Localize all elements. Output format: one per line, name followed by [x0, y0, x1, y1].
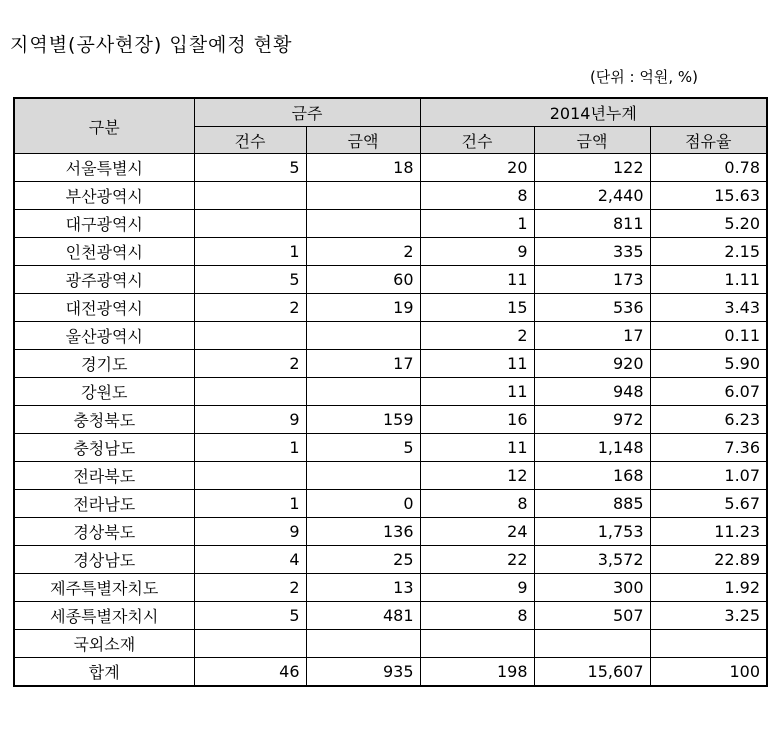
table-body	[14, 154, 767, 687]
cell-cum-count: 24	[420, 518, 534, 546]
cell-share: 1.07	[650, 462, 767, 490]
cell-week-count: 1	[194, 238, 306, 266]
table-row	[14, 378, 767, 406]
cell-week-count: 2	[194, 350, 306, 378]
cell-region: 인천광역시	[14, 238, 194, 266]
cell-share: 6.23	[650, 406, 767, 434]
header-category: 구분	[14, 98, 194, 154]
cell-week-count	[194, 630, 306, 658]
cell-week-count: 5	[194, 602, 306, 630]
cell-share: 5.90	[650, 350, 767, 378]
cell-week-amount: 13	[306, 574, 420, 602]
cell-week-count: 1	[194, 434, 306, 462]
header-group-week: 금주	[194, 98, 420, 127]
cell-region: 부산광역시	[14, 182, 194, 210]
table-row	[14, 210, 767, 238]
cell-cum-count: 1	[420, 210, 534, 238]
cell-cum-count: 11	[420, 266, 534, 294]
table-row	[14, 154, 767, 182]
unit-note: (단위 : 억원, %)	[589, 68, 698, 86]
cell-region: 충청남도	[14, 434, 194, 462]
cell-region: 강원도	[14, 378, 194, 406]
cell-week-amount: 2	[306, 238, 420, 266]
cell-region: 경상남도	[14, 546, 194, 574]
cell-week-count: 5	[194, 154, 306, 182]
cell-region: 합계	[14, 658, 194, 687]
cell-cum-count: 20	[420, 154, 534, 182]
cell-share: 1.11	[650, 266, 767, 294]
cell-share: 3.43	[650, 294, 767, 322]
table-row	[14, 630, 767, 658]
cell-share	[650, 630, 767, 658]
cell-share: 1.92	[650, 574, 767, 602]
cell-cum-count	[420, 630, 534, 658]
cell-week-count	[194, 210, 306, 238]
table-row	[14, 658, 767, 687]
header-share: 점유율	[650, 127, 767, 154]
cell-week-count	[194, 182, 306, 210]
cell-cum-count: 12	[420, 462, 534, 490]
cell-week-count: 2	[194, 294, 306, 322]
cell-week-amount	[306, 322, 420, 350]
cell-region: 제주특별자치도	[14, 574, 194, 602]
cell-cum-count: 16	[420, 406, 534, 434]
cell-share: 5.67	[650, 490, 767, 518]
cell-week-amount: 19	[306, 294, 420, 322]
cell-week-count	[194, 462, 306, 490]
cell-week-amount	[306, 210, 420, 238]
cell-share: 22.89	[650, 546, 767, 574]
cell-cum-amount: 2,440	[534, 182, 650, 210]
cell-week-amount: 159	[306, 406, 420, 434]
cell-region: 전라남도	[14, 490, 194, 518]
cell-cum-amount: 1,148	[534, 434, 650, 462]
table-row	[14, 182, 767, 210]
cell-region: 광주광역시	[14, 266, 194, 294]
cell-cum-count: 9	[420, 574, 534, 602]
table-row	[14, 266, 767, 294]
table-row	[14, 350, 767, 378]
cell-week-amount	[306, 182, 420, 210]
cell-region: 충청북도	[14, 406, 194, 434]
cell-cum-count: 8	[420, 182, 534, 210]
cell-cum-count: 8	[420, 490, 534, 518]
cell-week-count	[194, 378, 306, 406]
cell-cum-amount: 15,607	[534, 658, 650, 687]
cell-cum-amount: 300	[534, 574, 650, 602]
cell-share: 6.07	[650, 378, 767, 406]
header-cum-amount: 금액	[534, 127, 650, 154]
cell-week-count	[194, 322, 306, 350]
cell-cum-amount: 507	[534, 602, 650, 630]
cell-cum-amount: 122	[534, 154, 650, 182]
cell-cum-amount: 173	[534, 266, 650, 294]
cell-cum-amount: 168	[534, 462, 650, 490]
cell-cum-amount: 885	[534, 490, 650, 518]
table-row	[14, 462, 767, 490]
cell-cum-amount: 920	[534, 350, 650, 378]
cell-cum-amount	[534, 630, 650, 658]
cell-week-count: 4	[194, 546, 306, 574]
cell-share: 5.20	[650, 210, 767, 238]
cell-region: 대구광역시	[14, 210, 194, 238]
table-row	[14, 574, 767, 602]
cell-week-amount	[306, 378, 420, 406]
cell-share: 15.63	[650, 182, 767, 210]
header-week-count: 건수	[194, 127, 306, 154]
cell-region: 경기도	[14, 350, 194, 378]
table-header	[14, 98, 767, 154]
cell-share: 2.15	[650, 238, 767, 266]
cell-share: 0.11	[650, 322, 767, 350]
cell-cum-amount: 948	[534, 378, 650, 406]
cell-region: 울산광역시	[14, 322, 194, 350]
cell-week-amount: 5	[306, 434, 420, 462]
cell-cum-count: 11	[420, 434, 534, 462]
cell-cum-amount: 17	[534, 322, 650, 350]
bid-schedule-table	[13, 97, 768, 687]
cell-share: 11.23	[650, 518, 767, 546]
table-row	[14, 406, 767, 434]
cell-week-amount: 17	[306, 350, 420, 378]
cell-week-count: 5	[194, 266, 306, 294]
cell-share: 100	[650, 658, 767, 687]
table-row	[14, 490, 767, 518]
cell-region: 국외소재	[14, 630, 194, 658]
header-cum-count: 건수	[420, 127, 534, 154]
cell-week-count: 46	[194, 658, 306, 687]
table-row	[14, 238, 767, 266]
cell-share: 3.25	[650, 602, 767, 630]
cell-share: 7.36	[650, 434, 767, 462]
cell-cum-count: 11	[420, 378, 534, 406]
cell-cum-amount: 536	[534, 294, 650, 322]
table-row	[14, 518, 767, 546]
cell-cum-amount: 972	[534, 406, 650, 434]
header-week-amount: 금액	[306, 127, 420, 154]
cell-week-count: 2	[194, 574, 306, 602]
table-row	[14, 546, 767, 574]
cell-week-amount: 25	[306, 546, 420, 574]
cell-week-amount: 481	[306, 602, 420, 630]
cell-week-amount: 935	[306, 658, 420, 687]
cell-cum-amount: 811	[534, 210, 650, 238]
cell-region: 전라북도	[14, 462, 194, 490]
cell-cum-count: 22	[420, 546, 534, 574]
cell-cum-count: 15	[420, 294, 534, 322]
cell-cum-amount: 3,572	[534, 546, 650, 574]
cell-region: 서울특별시	[14, 154, 194, 182]
cell-cum-count: 2	[420, 322, 534, 350]
cell-week-amount: 18	[306, 154, 420, 182]
cell-week-amount: 0	[306, 490, 420, 518]
cell-week-count: 1	[194, 490, 306, 518]
header-group-cumulative: 2014년누계	[420, 98, 767, 127]
table-row	[14, 294, 767, 322]
cell-region: 경상북도	[14, 518, 194, 546]
table-row	[14, 434, 767, 462]
cell-week-count: 9	[194, 518, 306, 546]
cell-week-amount	[306, 630, 420, 658]
cell-week-count: 9	[194, 406, 306, 434]
cell-cum-amount: 335	[534, 238, 650, 266]
table-row	[14, 602, 767, 630]
cell-cum-count: 9	[420, 238, 534, 266]
cell-cum-count: 11	[420, 350, 534, 378]
cell-region: 세종특별자치시	[14, 602, 194, 630]
cell-week-amount: 136	[306, 518, 420, 546]
cell-share: 0.78	[650, 154, 767, 182]
cell-cum-count: 8	[420, 602, 534, 630]
cell-cum-amount: 1,753	[534, 518, 650, 546]
cell-cum-count: 198	[420, 658, 534, 687]
cell-region: 대전광역시	[14, 294, 194, 322]
page-title: 지역별(공사현장) 입찰예정 현황	[10, 34, 293, 56]
table-row	[14, 322, 767, 350]
cell-week-amount: 60	[306, 266, 420, 294]
cell-week-amount	[306, 462, 420, 490]
